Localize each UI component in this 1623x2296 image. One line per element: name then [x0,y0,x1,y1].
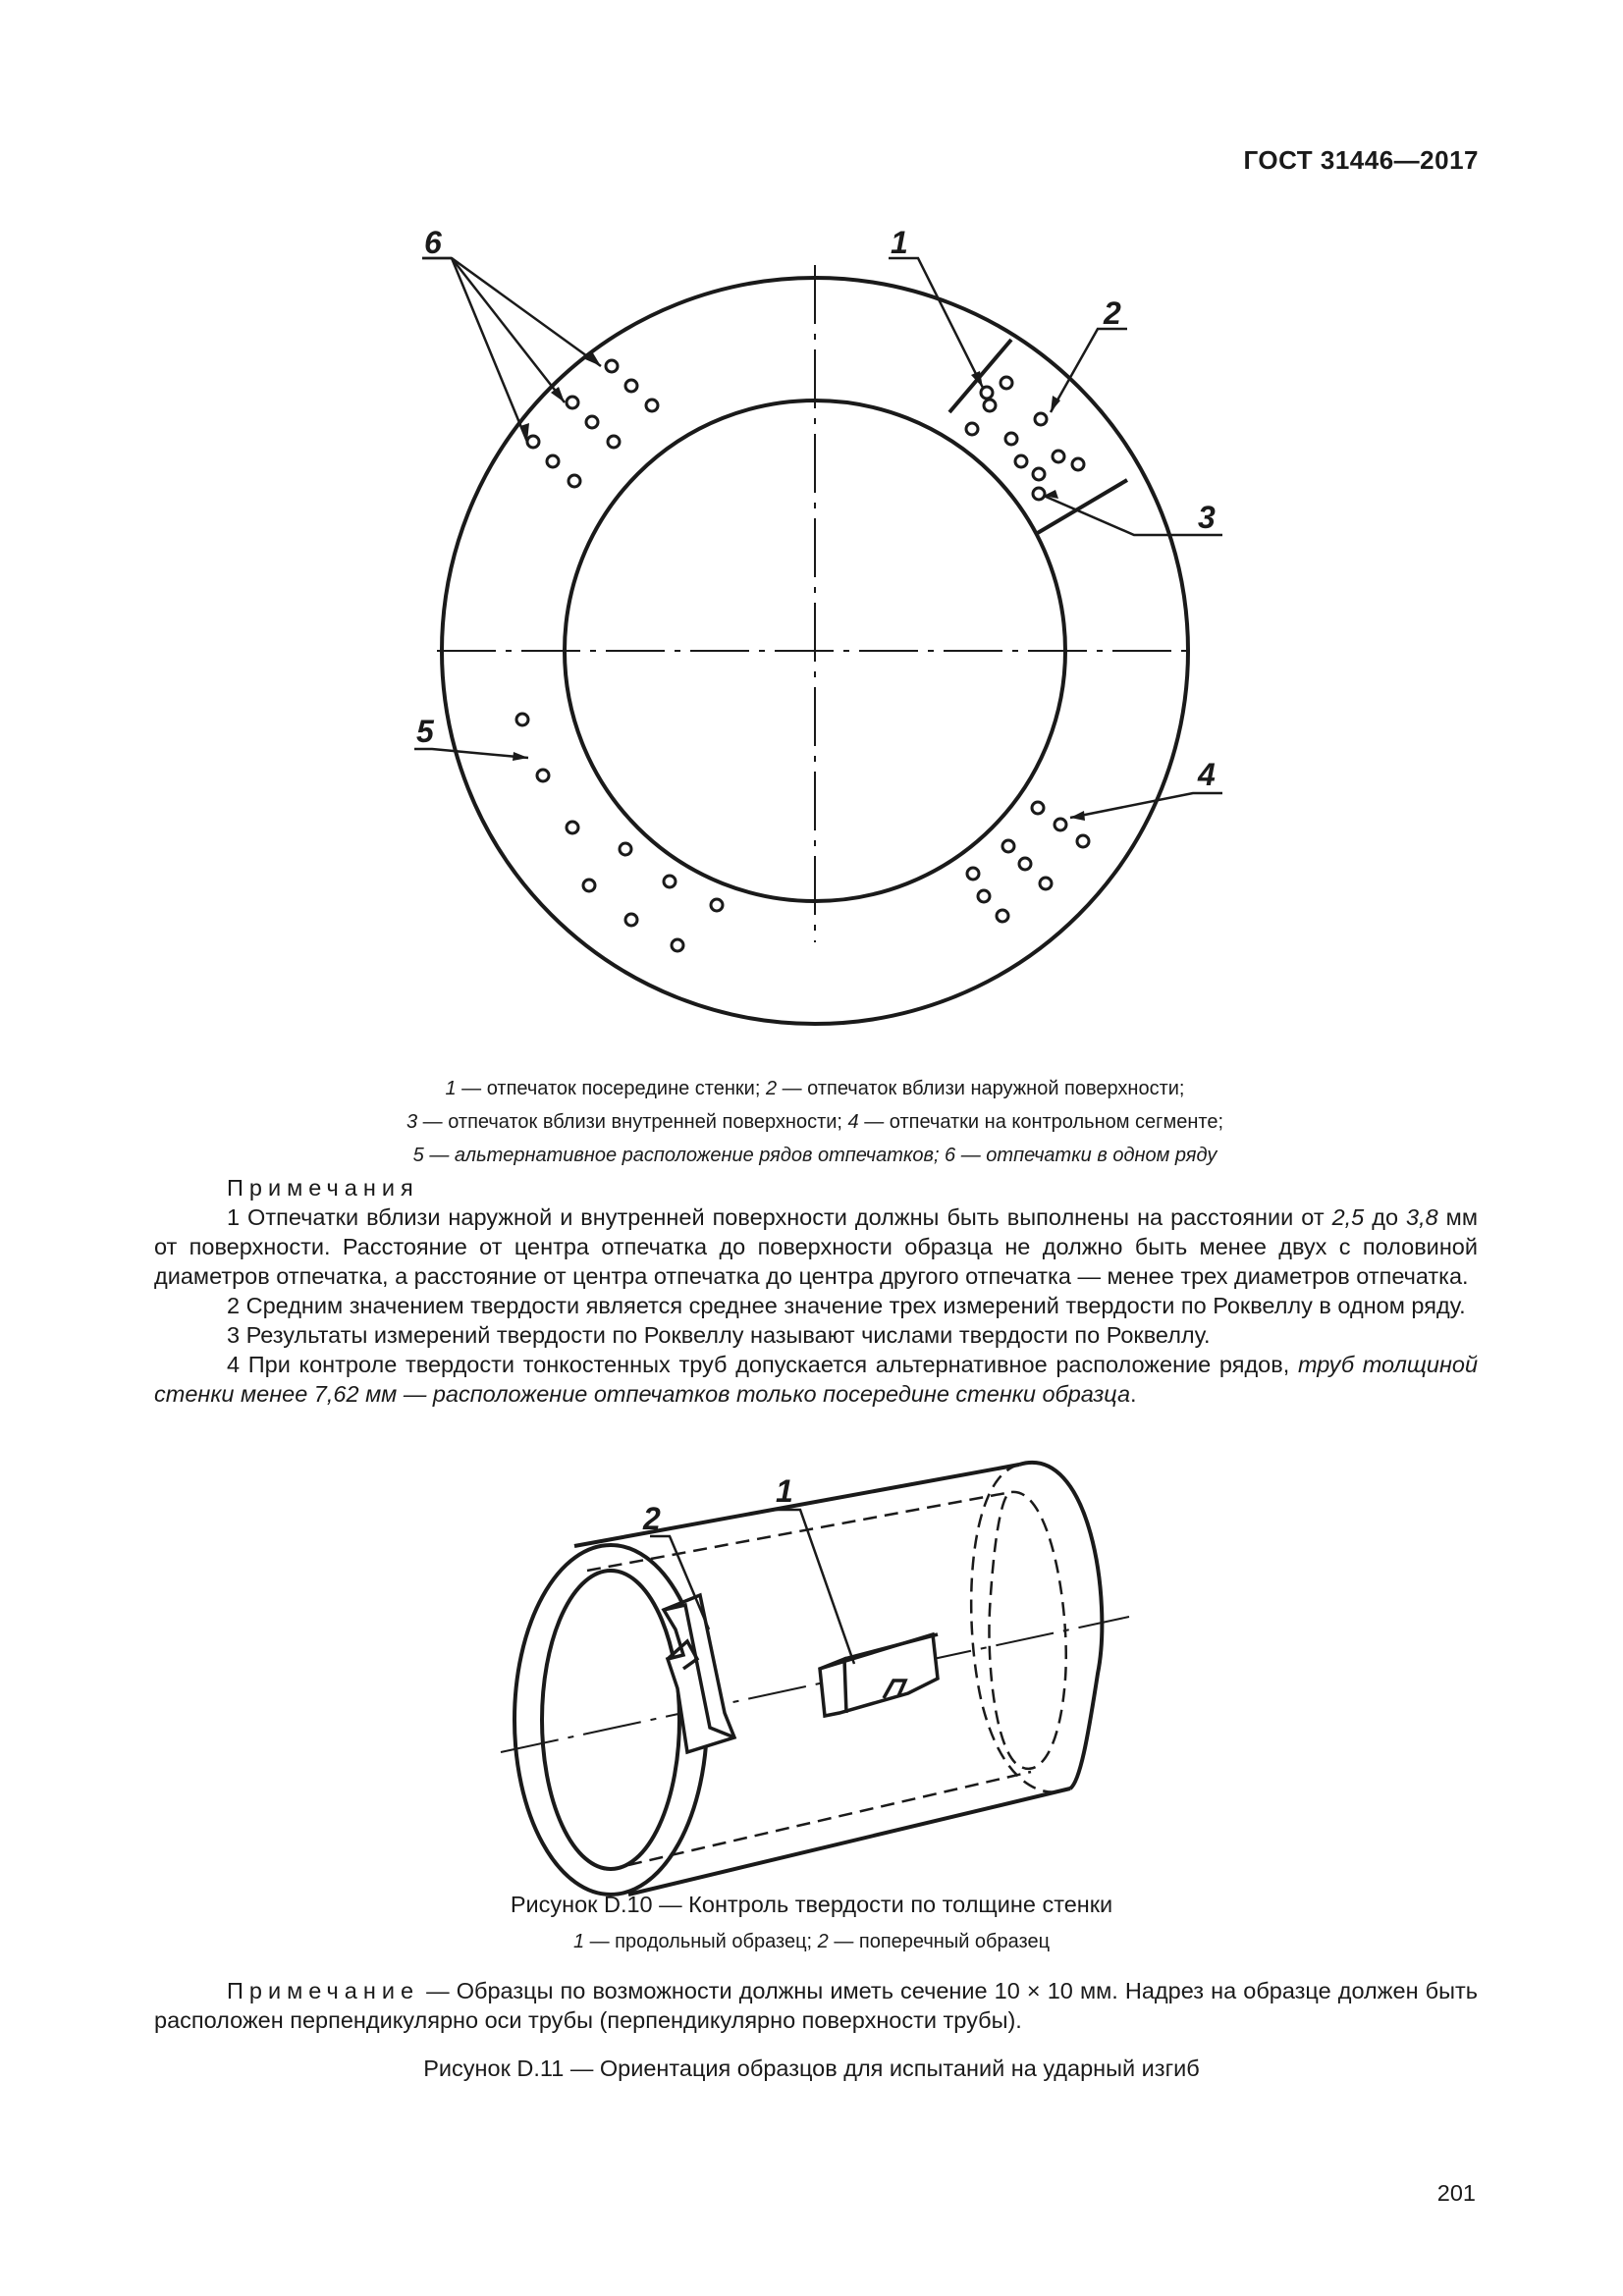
note-d11 [154,1976,1478,2035]
notes-block [154,1173,1478,1409]
indent-mark [516,714,528,725]
callout-2: 2 [1104,295,1121,331]
longitudinal-specimen-top [844,1634,938,1659]
callout-1: 1 [891,225,908,260]
arrow-head [513,752,528,761]
leader-d11-2 [650,1536,709,1629]
indent-mark [1005,433,1017,445]
longitudinal-specimen [820,1634,938,1716]
indent-mark [1072,458,1084,470]
indent-mark [966,423,978,435]
indent-mark [1077,835,1089,847]
leader-5 [414,749,528,758]
indent-mark [1040,878,1052,889]
arrow-head [1070,811,1085,821]
note-d11-label: Примечание [227,1978,420,2003]
figure-d10-caption: Рисунок D.10 — Контроль твердости по толщине стенки [510,1892,1113,1917]
notes-heading: Примечания [227,1175,419,1201]
d11-callout-1: 1 [776,1473,793,1509]
leader-4 [1070,793,1222,818]
ring-cross-section-diagram [0,0,1623,1060]
leader-6b [452,258,565,402]
indent-mark [1053,451,1064,462]
note-2: 2 Средним значением твердости является среднее значение трех измерений твердости по Роквеллу в одном ряду. [227,1293,1466,1318]
leader-6 [422,258,601,366]
longitudinal-specimen-notch [884,1681,905,1698]
indent-mark [1002,840,1014,852]
figure-d10-legend [177,1072,1453,1172]
page-number: 201 [1436,2180,1476,2206]
indent-mark [1035,413,1047,425]
indent-mark [567,397,578,408]
pipe-back-outer-visible [1019,1463,1102,1789]
indent-mark [1033,488,1045,500]
indent-mark [625,380,637,392]
transverse-specimen [664,1595,734,1752]
figure-d11-legend: 1 — продольный образец; 2 — поперечный образец [572,1931,1051,1952]
note-4: 4 При контроле твердости тонкостенных труб допускается альтернативное расположение рядов, труб толщиной стенки менее 7,62 мм — расположение отпечатков только посередине стенки образца. [154,1352,1479,1407]
transverse-specimen-notch [668,1641,697,1669]
indent-mark [981,387,993,399]
indent-mark [625,914,637,926]
pipe-front-outer [514,1545,707,1895]
pipe-top-edge [574,1465,1019,1546]
indent-mark [1001,377,1012,389]
legend-line-3: 5 — альтернативное расположение рядов отпечатков; 6 — отпечатки в одном ряду [412,1145,1217,1166]
indent-mark [711,899,723,911]
indent-mark [997,910,1008,922]
standard-header: ГОСТ 31446—2017 [1243,145,1479,175]
indent-mark [527,436,539,448]
figure-d11-caption: Рисунок D.11 — Ориентация образцов для испытаний на ударный изгиб [423,2056,1200,2081]
indent-mark [1032,802,1044,814]
indent-mark [583,880,595,891]
callout-4: 4 [1198,757,1216,792]
indent-mark [620,843,631,855]
indent-mark [1015,455,1027,467]
pipe-back-hidden [971,1465,1070,1792]
indent-mark [1033,468,1045,480]
indent-mark [646,400,658,411]
pipe-axis [501,1617,1129,1752]
indent-mark [672,939,683,951]
legend-line-2: 3 — отпечаток вблизи внутренней поверхности; 4 — отпечатки на контрольном сегменте; [406,1111,1223,1133]
indent-mark [567,822,578,833]
pipe-front-inner [542,1571,679,1869]
indent-mark [568,475,580,487]
legend-line-1: 1 — отпечаток посередине стенки; 2 — отпечаток вблизи наружной поверхности; [445,1078,1185,1099]
note-3: 3 Результаты измерений твердости по Роквеллу называют числами твердости по Роквеллу. [227,1322,1211,1348]
indent-mark [606,360,618,372]
indent-mark [978,890,990,902]
callout-5: 5 [416,714,434,749]
indent-mark [547,455,559,467]
callout-6: 6 [424,225,442,260]
indent-mark [967,868,979,880]
indent-mark [586,416,598,428]
pipe-inner-top-hidden [587,1492,1011,1571]
leader-1 [889,258,983,388]
note-d11-text: Примечание — Образцы по возможности должны иметь сечение 10 × 10 мм. Надрез на образце должен быть расположен перпендикулярно оси трубы (перпендикулярно поверхности трубы). [154,1978,1478,2033]
longitudinal-specimen-edge [820,1659,846,1713]
indent-mark [1055,819,1066,830]
leader-d11-1 [776,1510,854,1664]
indent-mark [664,876,676,887]
pipe-back-inner-hidden [989,1492,1065,1769]
note-1: 1 Отпечатки вблизи наружной и внутренней поверхности должны быть выполнены на расстоянии от 2,5 до 3,8 мм от поверхности. Расстояние от центра отпечатка до поверхности образца не должно быть менее двух с половиной диаметров отпечатка, а расстояние от центра отпечатка до центра другого отпечатка — менее трех диаметров отпечатка. [154,1204,1478,1289]
pipe-bottom-edge [628,1789,1070,1895]
pipe-inner-bottom-hidden [628,1772,1031,1865]
d11-callout-2: 2 [643,1501,661,1536]
indent-mark [537,770,549,781]
indent-mark [1019,858,1031,870]
transverse-specimen-edge [664,1605,734,1737]
callout-3: 3 [1198,500,1216,535]
indent-mark [984,400,996,411]
indent-mark [608,436,620,448]
